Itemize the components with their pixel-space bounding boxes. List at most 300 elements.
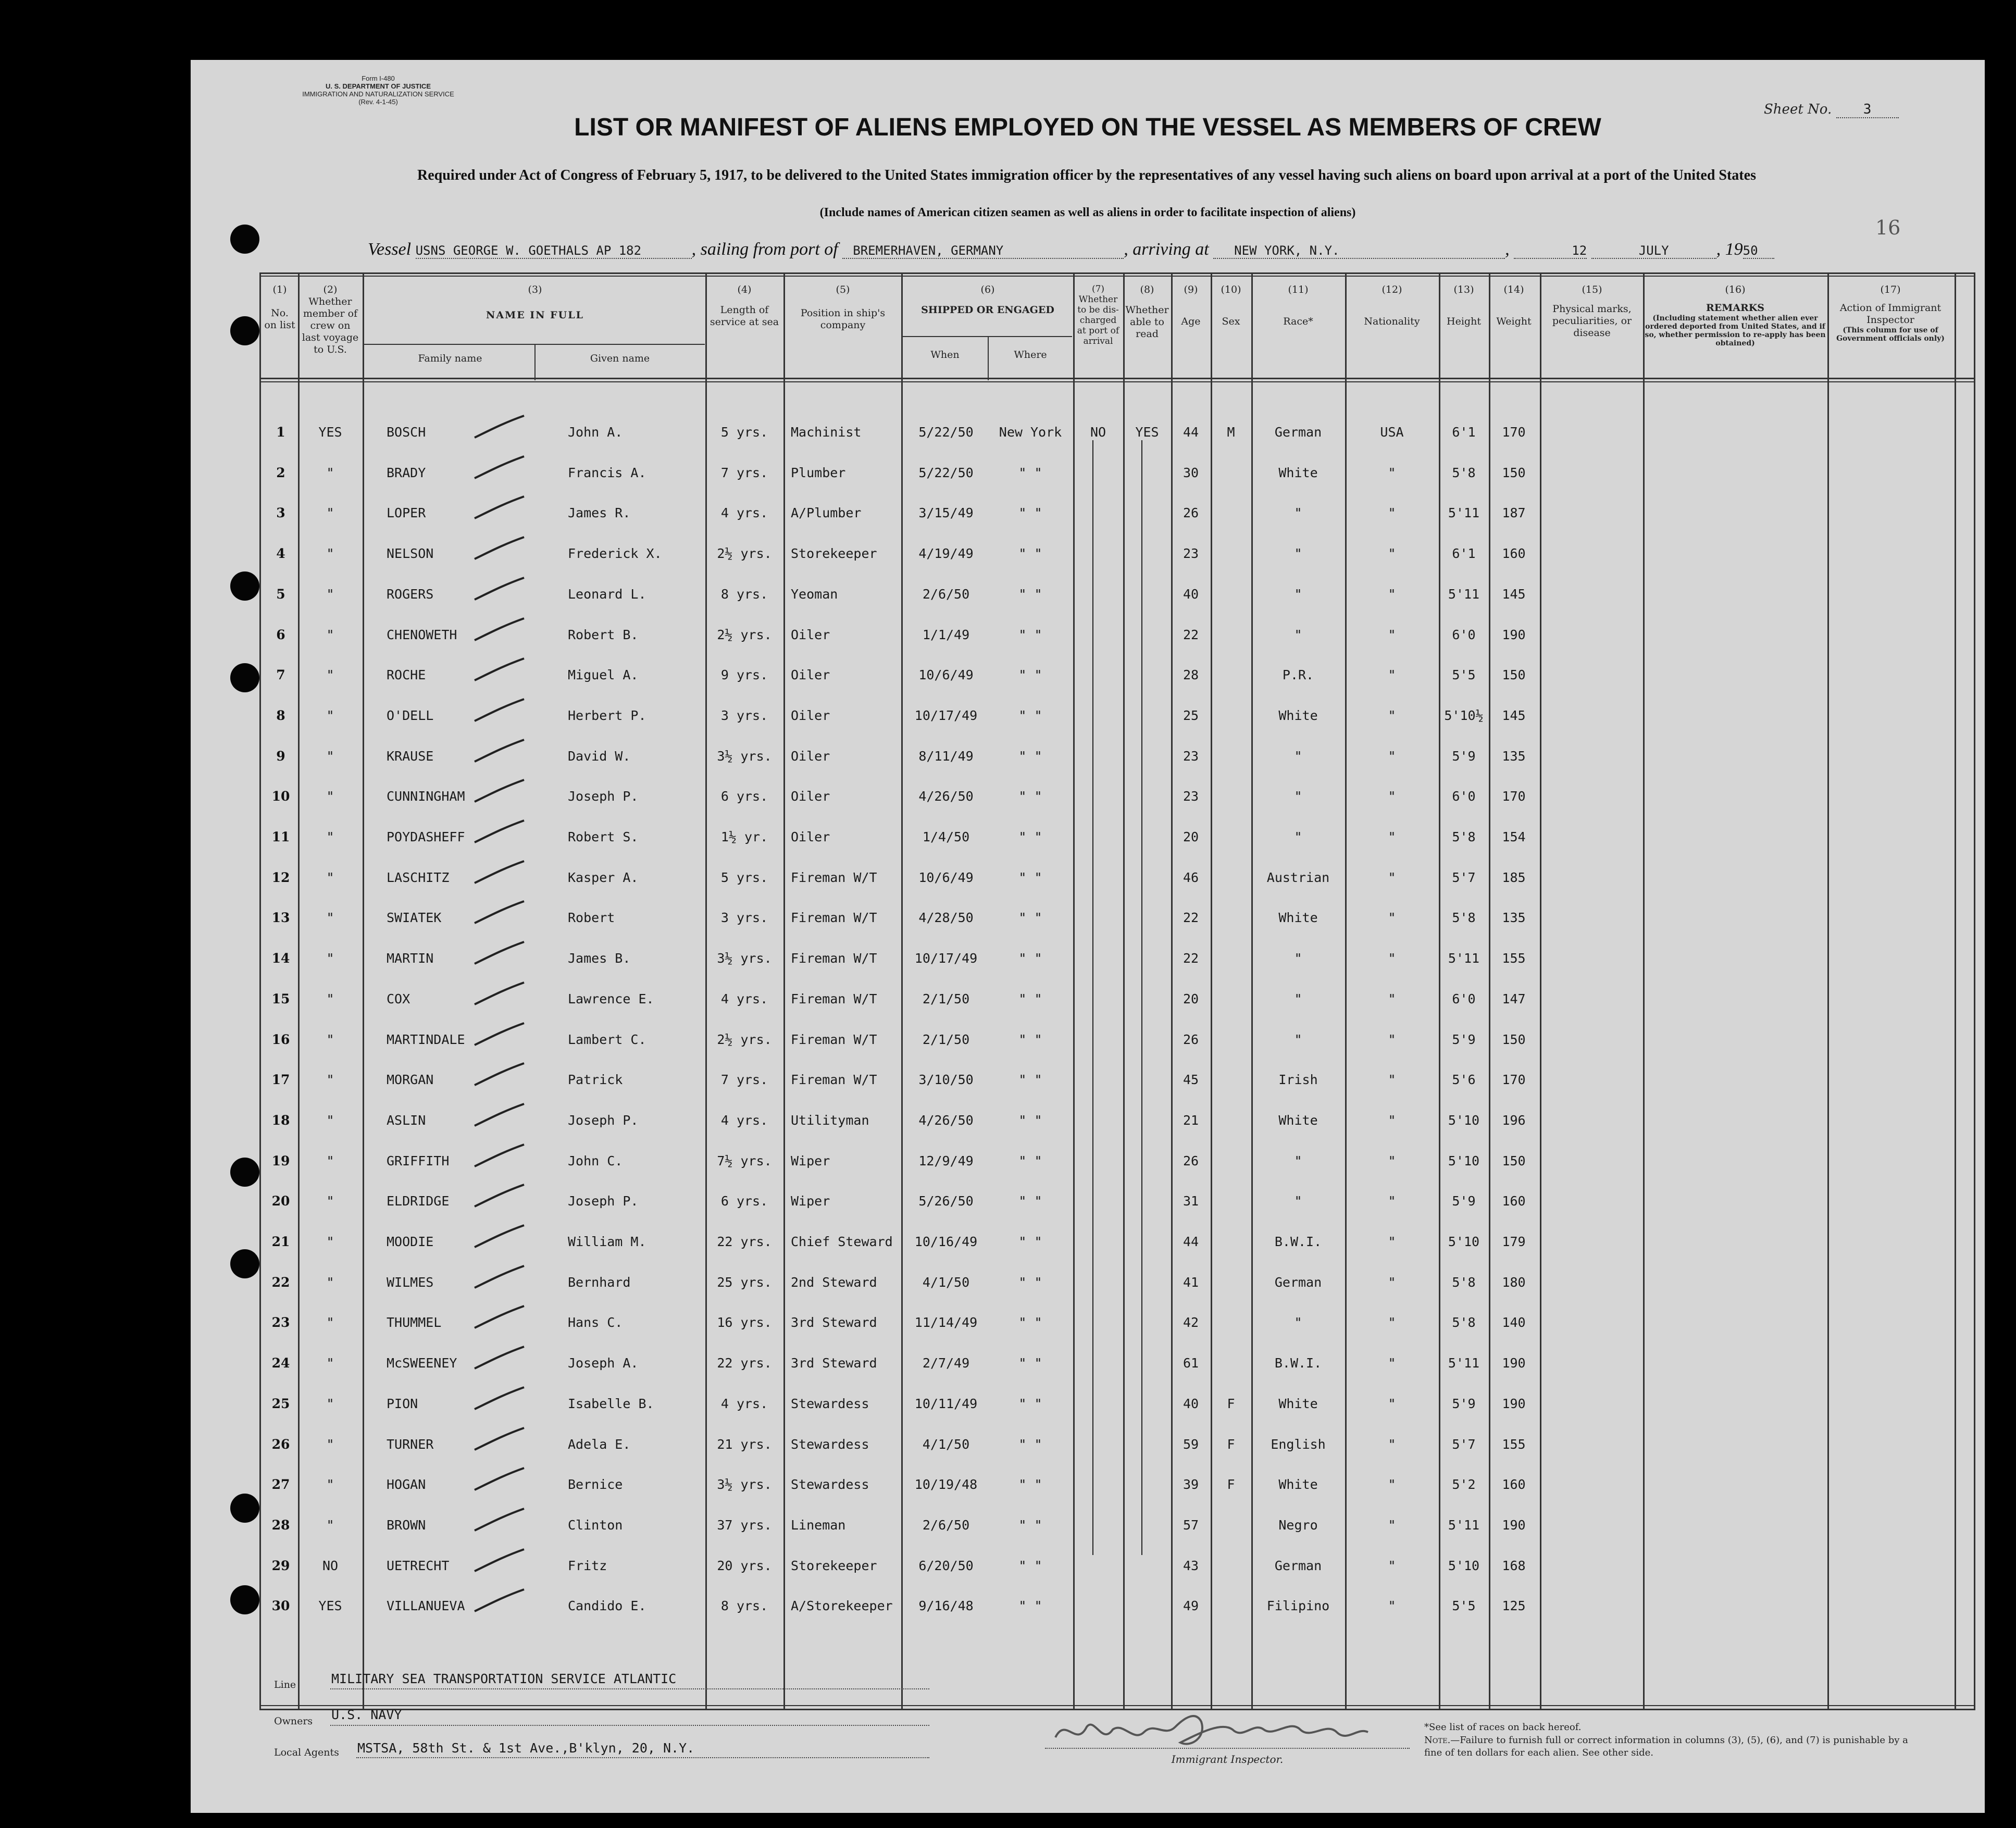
column-divider: [1540, 272, 1541, 1710]
race-cell: ": [1294, 1153, 1302, 1168]
family-name-cell: LOPER: [387, 505, 426, 520]
col-13-header: [1440, 284, 1488, 328]
service-length-cell: 3½ yrs.: [717, 749, 772, 764]
race-cell: White: [1278, 708, 1318, 723]
height-cell: 6'0: [1452, 789, 1476, 804]
col-17-num: (17): [1880, 284, 1901, 295]
family-name-cell: MARTIN: [387, 951, 434, 966]
service-length-cell: 7 yrs.: [720, 1072, 768, 1087]
row-number: 14: [271, 951, 290, 966]
shipped-when-cell: 4/1/50: [922, 1275, 970, 1290]
race-cell: B.W.I.: [1274, 1356, 1322, 1371]
row-number: 12: [271, 870, 290, 885]
nationality-cell: ": [1388, 1315, 1396, 1330]
col-3-num: (3): [528, 284, 542, 295]
punch-hole: [230, 1494, 259, 1523]
height-cell: 5'8: [1452, 465, 1476, 480]
nationality-cell: ": [1388, 951, 1396, 966]
prev-voyage-cell: ": [326, 951, 334, 966]
height-cell: 6'0: [1452, 627, 1476, 642]
nationality-cell: ": [1388, 1356, 1396, 1371]
family-name-cell: BRADY: [387, 465, 426, 480]
column-divider: [1955, 272, 1956, 1710]
age-cell: 28: [1183, 667, 1199, 682]
race-cell: ": [1294, 1315, 1302, 1330]
check-mark-icon: [472, 1424, 529, 1455]
service-length-cell: 2½ yrs.: [717, 1032, 772, 1047]
given-name-cell: Joseph A.: [568, 1356, 639, 1371]
position-cell: Oiler: [791, 667, 830, 682]
line-dots: [330, 1688, 929, 1689]
row-number: 13: [271, 910, 290, 925]
weight-cell: 196: [1502, 1113, 1526, 1128]
position-cell: Fireman W/T: [791, 870, 877, 885]
family-name-cell: LASCHITZ: [387, 870, 450, 885]
service-length-cell: 25 yrs.: [717, 1275, 772, 1290]
service-length-cell: 2½ yrs.: [717, 546, 772, 561]
given-name-cell: Candido E.: [568, 1598, 646, 1613]
age-cell: 21: [1183, 1113, 1199, 1128]
given-name-cell: Herbert P.: [568, 708, 646, 723]
nationality-cell: ": [1388, 789, 1396, 804]
race-cell: White: [1278, 1477, 1318, 1492]
sex-cell: F: [1227, 1477, 1235, 1492]
prev-voyage-cell: ": [326, 1113, 334, 1128]
family-name-cell: VILLANUEVA: [387, 1598, 465, 1613]
given-name-cell: John C.: [568, 1153, 623, 1168]
service-length-cell: 8 yrs.: [720, 587, 768, 602]
race-cell: ": [1294, 1032, 1302, 1047]
family-name-cell: CHENOWETH: [387, 627, 457, 642]
row-number: 23: [271, 1315, 290, 1330]
service-length-cell: 4 yrs.: [720, 991, 768, 1006]
prev-voyage-cell: YES: [318, 425, 342, 440]
service-length-cell: 6 yrs.: [720, 1193, 768, 1209]
shipped-where-cell: " ": [1018, 1598, 1042, 1613]
check-mark-icon: [472, 736, 529, 767]
shipped-when-cell: 10/11/49: [914, 1396, 978, 1411]
row-number: 8: [276, 708, 285, 723]
nationality-cell: ": [1388, 1193, 1396, 1209]
family-name-cell: McSWEENEY: [387, 1356, 457, 1371]
prev-voyage-cell: ": [326, 667, 334, 682]
weight-cell: 135: [1502, 910, 1526, 925]
family-name-cell: GRIFFITH: [387, 1153, 450, 1168]
check-mark-icon: [472, 1059, 529, 1090]
race-cell: Irish: [1278, 1072, 1318, 1087]
row-number: 27: [271, 1477, 290, 1492]
shipped-where-cell: New York: [999, 425, 1062, 440]
shipped-when-cell: 6/20/50: [918, 1558, 974, 1573]
race-cell: German: [1274, 425, 1322, 440]
family-name-cell: THUMMEL: [387, 1315, 442, 1330]
check-mark-icon: [472, 1585, 529, 1616]
nationality-cell: ": [1388, 870, 1396, 885]
service-length-cell: 4 yrs.: [720, 1113, 768, 1128]
col-6-label: SHIPPED OR ENGAGED: [921, 304, 1054, 316]
col-14-num: (14): [1503, 284, 1524, 295]
col-17-sub: (This column for use of Government officials only): [1836, 326, 1945, 343]
form-rev: (Rev. 4-1-45): [358, 98, 398, 106]
height-cell: 5'11: [1448, 587, 1480, 602]
race-cell: German: [1274, 1275, 1322, 1290]
position-cell: A/Plumber: [791, 505, 862, 520]
punch-hole: [230, 225, 259, 254]
punch-hole: [230, 571, 259, 601]
col-8-header: [1124, 284, 1170, 340]
shipped-where-cell: " ": [1018, 1315, 1042, 1330]
prev-voyage-cell: ": [326, 546, 334, 561]
given-name-cell: Lambert C.: [568, 1032, 646, 1047]
position-cell: 3rd Steward: [791, 1356, 877, 1371]
weight-cell: 160: [1502, 1477, 1526, 1492]
ditto-line-col7: [1092, 440, 1093, 1555]
check-mark-icon: [472, 1383, 529, 1414]
inspector-dots: [1045, 1748, 1410, 1749]
height-cell: 5'8: [1452, 1275, 1476, 1290]
age-cell: 39: [1183, 1477, 1199, 1492]
owners-value: U.S. NAVY: [331, 1707, 402, 1722]
family-name-cell: KRAUSE: [387, 749, 434, 764]
check-mark-icon: [472, 412, 529, 443]
given-name-cell: James B.: [568, 951, 631, 966]
check-mark-icon: [472, 1464, 529, 1495]
col-16-sub: (Including statement whether alien ever ordered deported from United States, and if so, whether permission to re-apply has been obtained): [1645, 314, 1826, 347]
given-name-cell: Robert B.: [568, 627, 639, 642]
prev-voyage-cell: ": [326, 708, 334, 723]
weight-cell: 150: [1502, 1032, 1526, 1047]
height-cell: 5'10: [1448, 1153, 1480, 1168]
nationality-cell: ": [1388, 1072, 1396, 1087]
col-17-label: Action of Immigrant Inspector: [1839, 302, 1942, 326]
weight-cell: 187: [1502, 505, 1526, 520]
punch-hole: [230, 1249, 259, 1278]
shipped-where-cell: " ": [1018, 829, 1042, 844]
service-length-cell: 5 yrs.: [720, 870, 768, 885]
position-cell: Wiper: [791, 1193, 830, 1209]
col-12-label: Nationality: [1364, 316, 1420, 327]
service-length-cell: 9 yrs.: [720, 667, 768, 682]
family-name-cell: UETRECHT: [387, 1558, 450, 1573]
shipped-where-cell: " ": [1018, 667, 1042, 682]
shipped-when-cell: 9/16/48: [918, 1598, 974, 1613]
shipped-when-cell: 2/1/50: [922, 991, 970, 1006]
age-cell: 59: [1183, 1437, 1199, 1452]
weight-cell: 170: [1502, 1072, 1526, 1087]
weight-cell: 154: [1502, 829, 1526, 844]
race-cell: P.R.: [1282, 667, 1314, 682]
col-8-label: Whether able to read: [1125, 304, 1169, 340]
service-length-cell: 3½ yrs.: [717, 951, 772, 966]
arrival-day: 12: [1514, 243, 1587, 259]
service-length-cell: 20 yrs.: [717, 1558, 772, 1573]
check-mark-icon: [472, 574, 529, 605]
col-9-label: Age: [1181, 316, 1201, 327]
nationality-cell: ": [1388, 991, 1396, 1006]
age-cell: 61: [1183, 1356, 1199, 1371]
service-length-cell: 22 yrs.: [717, 1234, 772, 1249]
form-id: Form I-480: [362, 74, 395, 82]
shipped-where-cell: " ": [1018, 627, 1042, 642]
col-17-header: [1828, 284, 1952, 343]
family-name-cell: MARTINDALE: [387, 1032, 465, 1047]
race-cell: ": [1294, 749, 1302, 764]
row-number: 21: [271, 1234, 290, 1249]
weight-cell: 190: [1502, 1518, 1526, 1533]
service-length-cell: 6 yrs.: [720, 789, 768, 804]
height-cell: 5'10½: [1444, 708, 1484, 723]
row-number: 5: [276, 587, 285, 602]
prev-voyage-cell: ": [326, 1518, 334, 1533]
prev-voyage-cell: ": [326, 1356, 334, 1371]
row-number: 7: [276, 667, 285, 682]
form-dept: U. S. DEPARTMENT OF JUSTICE: [326, 82, 431, 90]
position-cell: Oiler: [791, 749, 830, 764]
position-cell: Fireman W/T: [791, 910, 877, 925]
service-length-cell: 4 yrs.: [720, 505, 768, 520]
family-name-cell: WILMES: [387, 1275, 434, 1290]
position-cell: Oiler: [791, 789, 830, 804]
given-name-cell: David W.: [568, 749, 631, 764]
shipped-when-cell: 12/9/49: [918, 1153, 974, 1168]
prev-voyage-cell: ": [326, 587, 334, 602]
col-5-header: [786, 284, 900, 331]
height-cell: 6'1: [1452, 546, 1476, 561]
shipped-where-cell: " ": [1018, 991, 1042, 1006]
nationality-cell: ": [1388, 749, 1396, 764]
shipped-when-cell: 2/7/49: [922, 1356, 970, 1371]
position-cell: A/Storekeeper: [791, 1598, 893, 1613]
weight-cell: 155: [1502, 1437, 1526, 1452]
position-cell: Wiper: [791, 1153, 830, 1168]
vessel-label: Vessel: [368, 240, 412, 259]
age-cell: 30: [1183, 465, 1199, 480]
position-cell: Oiler: [791, 627, 830, 642]
shipped-when-header: When: [930, 349, 960, 360]
check-mark-icon: [472, 1302, 529, 1333]
check-mark-icon: [472, 1262, 529, 1293]
col-16-num: (16): [1725, 284, 1746, 295]
nationality-cell: ": [1388, 1275, 1396, 1290]
age-cell: 26: [1183, 1153, 1199, 1168]
shipped-when-cell: 5/26/50: [918, 1193, 974, 1209]
age-cell: 22: [1183, 627, 1199, 642]
col-7-header: [1074, 284, 1122, 346]
sex-cell: M: [1227, 425, 1235, 440]
weight-cell: 185: [1502, 870, 1526, 885]
age-cell: 26: [1183, 505, 1199, 520]
table-header-rule: [259, 381, 1975, 382]
race-cell: Austrian: [1266, 870, 1330, 885]
weight-cell: 140: [1502, 1315, 1526, 1330]
agents-dots: [356, 1757, 929, 1758]
family-name-cell: CUNNINGHAM: [387, 789, 465, 804]
col-11-header: [1252, 284, 1344, 328]
shipped-when-cell: 3/10/50: [918, 1072, 974, 1087]
height-cell: 5'6: [1452, 1072, 1476, 1087]
given-name-cell: Bernhard: [568, 1275, 631, 1290]
age-cell: 26: [1183, 1032, 1199, 1047]
service-length-cell: 3½ yrs.: [717, 1477, 772, 1492]
given-name-cell: Leonard L.: [568, 587, 646, 602]
weight-cell: 150: [1502, 667, 1526, 682]
service-length-cell: 5 yrs.: [720, 425, 768, 440]
weight-cell: 150: [1502, 465, 1526, 480]
prev-voyage-cell: NO: [322, 1558, 339, 1573]
nationality-cell: ": [1388, 1153, 1396, 1168]
family-name-cell: ROGERS: [387, 587, 434, 602]
age-cell: 57: [1183, 1518, 1199, 1533]
height-cell: 5'7: [1452, 870, 1476, 885]
column-divider: [783, 272, 785, 1710]
race-cell: ": [1294, 951, 1302, 966]
prev-voyage-cell: ": [326, 627, 334, 642]
shipped-where-cell: " ": [1018, 1032, 1042, 1047]
line-label: Line: [274, 1679, 296, 1690]
height-cell: 5'7: [1452, 1437, 1476, 1452]
height-cell: 5'5: [1452, 1598, 1476, 1613]
shipped-when-cell: 4/26/50: [918, 789, 974, 804]
age-cell: 23: [1183, 749, 1199, 764]
position-cell: Lineman: [791, 1518, 846, 1533]
col-12-header: [1346, 284, 1438, 328]
fine-note: [1424, 1734, 1924, 1759]
family-name-cell: MORGAN: [387, 1072, 434, 1087]
height-cell: 6'1: [1452, 425, 1476, 440]
punch-hole: [230, 316, 259, 345]
shipped-when-cell: 2/1/50: [922, 1032, 970, 1047]
weight-cell: 145: [1502, 587, 1526, 602]
family-name-cell: SWIATEK: [387, 910, 442, 925]
given-name-cell: Bernice: [568, 1477, 623, 1492]
check-mark-icon: [472, 654, 529, 686]
row-number: 28: [271, 1518, 290, 1533]
check-mark-icon: [472, 614, 529, 645]
weight-cell: 135: [1502, 749, 1526, 764]
prev-voyage-cell: ": [326, 789, 334, 804]
col-14-header: [1490, 284, 1538, 328]
shipped-when-cell: 10/19/48: [914, 1477, 978, 1492]
nationality-cell: ": [1388, 829, 1396, 844]
race-cell: White: [1278, 465, 1318, 480]
agents-label: Local Agents: [274, 1747, 339, 1758]
form-subtitle: Required under Act of Congress of February 5, 1917, to be delivered to the United States immigration officer by the representatives of any vessel having such aliens on board upon arrival at a port of the United States: [417, 167, 1756, 183]
given-name-cell: Isabelle B.: [568, 1396, 654, 1411]
family-name-cell: BROWN: [387, 1518, 426, 1533]
row-number: 19: [271, 1153, 290, 1168]
height-cell: 5'2: [1452, 1477, 1476, 1492]
nationality-cell: ": [1388, 546, 1396, 561]
col-6-header: [903, 284, 1072, 316]
shipped-where-header: Where: [1014, 349, 1047, 360]
check-mark-icon: [472, 1019, 529, 1050]
note-text: —Failure to furnish full or correct information in columns (3), (5), (6), and (7) is punishable by a fine of ten dollars for each alien. See other side.: [1424, 1735, 1908, 1758]
nationality-cell: ": [1388, 587, 1396, 602]
col-3-label: NAME IN FULL: [486, 309, 584, 321]
check-mark-icon: [472, 452, 529, 483]
age-cell: 45: [1183, 1072, 1199, 1087]
vessel-name: USNS GEORGE W. GOETHALS AP 182: [416, 243, 692, 259]
shipped-where-cell: " ": [1018, 1477, 1042, 1492]
col-7-label: Whether to be dis-charged at port of arrival: [1077, 294, 1119, 346]
col-6-num: (6): [980, 284, 995, 295]
height-cell: 5'10: [1448, 1558, 1480, 1573]
shipped-when-cell: 4/26/50: [918, 1113, 974, 1128]
given-name-cell: Joseph P.: [568, 1113, 639, 1128]
col-13-label: Height: [1447, 316, 1481, 327]
prev-voyage-cell: ": [326, 910, 334, 925]
position-cell: Stewardess: [791, 1396, 869, 1411]
weight-cell: 150: [1502, 1153, 1526, 1168]
row-number: 20: [271, 1193, 290, 1209]
row-number: 29: [271, 1558, 290, 1573]
page-mark: 16: [1875, 216, 1901, 239]
nationality-cell: ": [1388, 708, 1396, 723]
row-number: 26: [271, 1437, 290, 1452]
column-divider: [901, 272, 903, 1710]
race-cell: Negro: [1278, 1518, 1318, 1533]
age-cell: 25: [1183, 708, 1199, 723]
row-number: 30: [271, 1598, 290, 1613]
sheet-value: 3: [1836, 102, 1899, 118]
weight-cell: 160: [1502, 1193, 1526, 1209]
shipped-where-cell: " ": [1018, 749, 1042, 764]
shipped-when-cell: 10/17/49: [914, 708, 978, 723]
position-cell: Storekeeper: [791, 546, 877, 561]
age-cell: 22: [1183, 951, 1199, 966]
nationality-cell: ": [1388, 1032, 1396, 1047]
check-mark-icon: [472, 1100, 529, 1131]
nationality-cell: ": [1388, 1113, 1396, 1128]
weight-cell: 168: [1502, 1558, 1526, 1573]
column-divider: [363, 272, 364, 1710]
prev-voyage-cell: ": [326, 749, 334, 764]
given-name-header: Given name: [590, 353, 650, 364]
weight-cell: 155: [1502, 951, 1526, 966]
shipped-when-cell: 4/28/50: [918, 910, 974, 925]
row-number: 10: [271, 789, 290, 804]
age-cell: 40: [1183, 587, 1199, 602]
check-mark-icon: [472, 1180, 529, 1212]
ditto-line-col8: [1141, 440, 1142, 1555]
given-name-cell: Robert S.: [568, 829, 639, 844]
given-name-cell: Adela E.: [568, 1437, 631, 1452]
shipped-subheader-rule: [902, 336, 1072, 337]
prev-voyage-cell: ": [326, 1153, 334, 1168]
check-mark-icon: [472, 938, 529, 969]
col-13-num: (13): [1453, 284, 1474, 295]
sheet-label: Sheet No.: [1764, 102, 1832, 117]
position-cell: Oiler: [791, 829, 830, 844]
shipped-when-cell: 2/6/50: [922, 587, 970, 602]
row-number: 11: [271, 829, 290, 844]
column-divider: [1211, 272, 1212, 1710]
check-mark-icon: [472, 1342, 529, 1374]
column-divider: [1073, 272, 1075, 1710]
sex-cell: F: [1227, 1396, 1235, 1411]
position-cell: Fireman W/T: [791, 1032, 877, 1047]
arriving-label: , arriving at: [1124, 240, 1209, 259]
col-15-label: Physical marks, peculiarities, or disease: [1552, 303, 1632, 339]
race-cell: ": [1294, 546, 1302, 561]
col-1-num: (1): [272, 284, 287, 295]
service-length-cell: 3 yrs.: [720, 708, 768, 723]
check-mark-icon: [472, 897, 529, 928]
row-number: 16: [271, 1032, 290, 1047]
height-cell: 5'8: [1452, 910, 1476, 925]
age-cell: 20: [1183, 991, 1199, 1006]
position-cell: 2nd Steward: [791, 1275, 877, 1290]
